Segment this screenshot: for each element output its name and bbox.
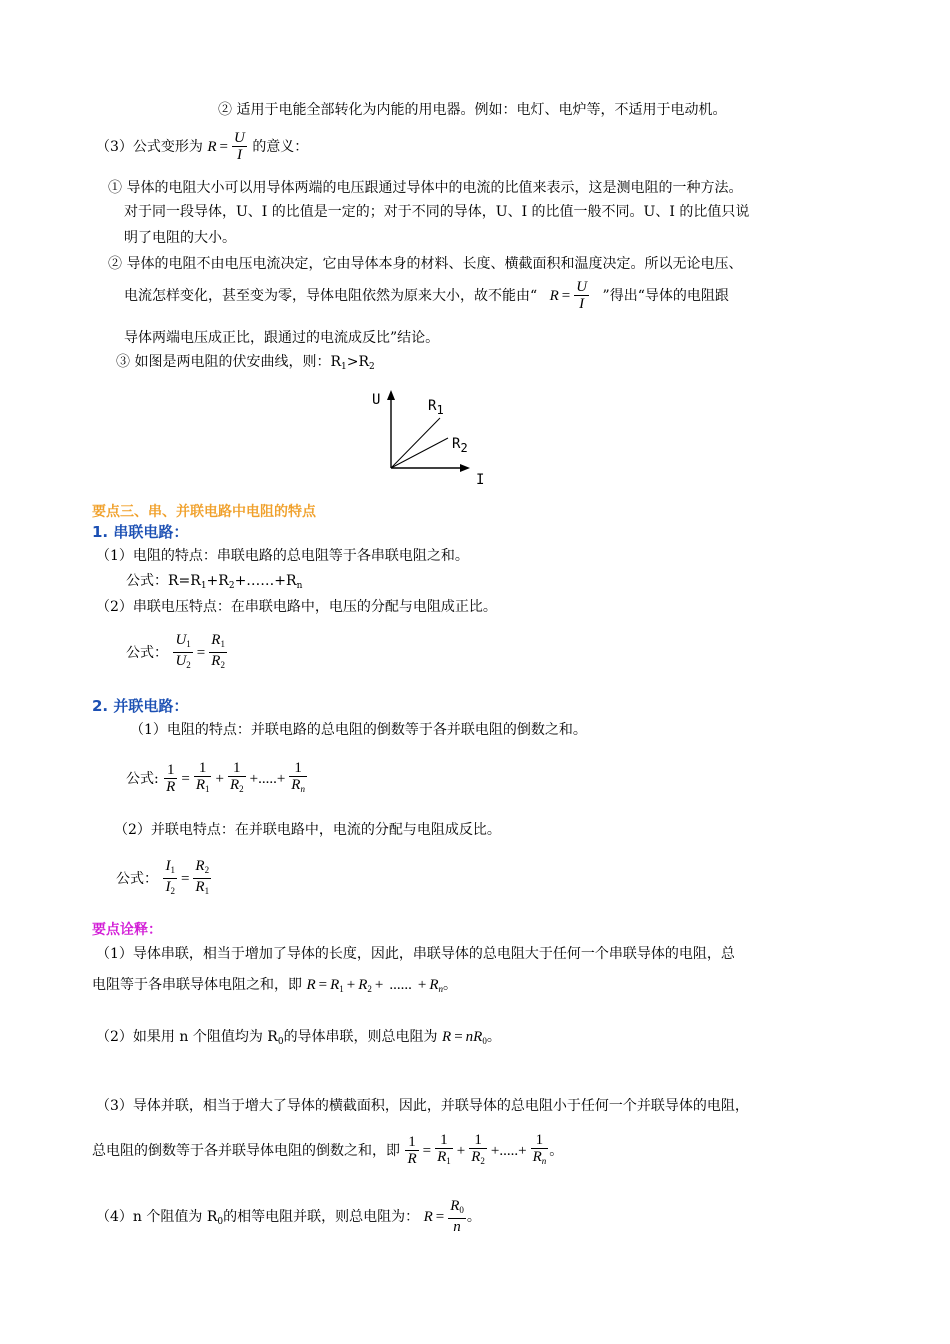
fraction bbox=[469, 1132, 487, 1170]
notes-heading: 要点诠释： bbox=[92, 922, 162, 938]
formula-line bbox=[126, 752, 308, 806]
text-line: （3）导体并联，相当于增大了导体的横截面积，因此，并联导体的总电阻小于任何一个并联导体的电阻， bbox=[96, 1098, 749, 1114]
r1-label-text: R bbox=[428, 398, 437, 414]
math-op: ...... bbox=[389, 977, 412, 993]
math-var: R bbox=[473, 1029, 483, 1045]
math-var: R bbox=[471, 1149, 481, 1165]
fraction-numerator: 1 bbox=[474, 1132, 482, 1148]
text-line bbox=[92, 1124, 563, 1178]
subscript: 2 bbox=[239, 784, 244, 794]
math-var: R bbox=[437, 1149, 447, 1165]
subscript: 1 bbox=[200, 581, 207, 591]
text-span: 。 bbox=[443, 977, 458, 993]
math-var: R bbox=[532, 1149, 542, 1165]
text-span: 电流怎样变化，甚至变为零，导体电阻依然为原来大小，故不能由“ bbox=[124, 288, 538, 304]
text-span: 总电阻的倒数等于各并联导体电阻的倒数之和，即 bbox=[92, 1143, 400, 1159]
math-var: R bbox=[211, 653, 221, 669]
subscript: 1 bbox=[220, 639, 225, 649]
math-var: R bbox=[195, 777, 205, 793]
math-op: = bbox=[181, 771, 190, 787]
subscript: n bbox=[300, 784, 305, 794]
r2-label-text: R bbox=[452, 436, 461, 452]
r1-label bbox=[428, 398, 444, 417]
math-op: +.....+ bbox=[249, 771, 286, 787]
math-var: I bbox=[165, 879, 171, 895]
math-var: I bbox=[165, 858, 171, 874]
text-span: 的导体串联，则总电阻为 bbox=[283, 1029, 438, 1045]
subsection-heading: 1. 串联电路： bbox=[92, 523, 189, 541]
text-line: 明了电阻的大小。 bbox=[124, 230, 236, 246]
math-op: + bbox=[346, 977, 356, 993]
subscript: 0 bbox=[277, 1037, 284, 1047]
subscript: 0 bbox=[217, 1217, 224, 1227]
subscript: 2 bbox=[367, 984, 372, 994]
text-line: ② 适用于电能全部转化为内能的用电器。例如：电灯、电炉等，不适用于电动机。 bbox=[218, 102, 727, 118]
text-line: ② 导体的电阻不由电压电流决定，它由导体本身的材料、长度、横截面积和温度决定。所以无论电压、 bbox=[108, 256, 743, 272]
text-line: 对于同一段导体，U、I 的比值是一定的；对于不同的导体，U、I 的比值一般不同。U、I 的比值只说 bbox=[124, 204, 750, 220]
math-var: U bbox=[175, 632, 187, 648]
math-op: + bbox=[456, 1143, 466, 1159]
math-var: R bbox=[195, 879, 205, 895]
fraction-numerator: 1 bbox=[198, 760, 207, 776]
math-var: R bbox=[429, 977, 439, 993]
subscript: 1 bbox=[446, 1156, 451, 1166]
text-span: +R bbox=[206, 573, 229, 589]
fraction bbox=[163, 858, 177, 900]
section-heading: 要点三、串、并联电路中电阻的特点 bbox=[92, 504, 316, 520]
math-var: n bbox=[465, 1029, 474, 1045]
subscript: 2 bbox=[186, 660, 191, 670]
math-op: = bbox=[196, 645, 206, 661]
text-line bbox=[92, 970, 457, 1004]
math-op: = bbox=[561, 288, 571, 304]
text-span: 电阻等于各串联导体电阻之和，即 bbox=[92, 977, 302, 993]
i-axis-label: I bbox=[476, 472, 485, 488]
math-op: + bbox=[417, 977, 427, 993]
ui-graph bbox=[366, 386, 496, 491]
text-span: 的相等电阻并联，则总电阻为： bbox=[223, 1209, 420, 1225]
text-line: （1）电阻的特点：串联电路的总电阻等于各串联电阻之和。 bbox=[96, 548, 469, 564]
text-span: 公式： bbox=[126, 645, 168, 661]
math-var: R bbox=[211, 632, 221, 648]
math-var: R bbox=[450, 1198, 460, 1214]
text-span: 公式：R=R bbox=[126, 573, 201, 589]
text-span: （4）n 个阻值为 R bbox=[96, 1209, 218, 1225]
subscript: 1 bbox=[170, 865, 175, 875]
text-span: +……+R bbox=[234, 573, 297, 589]
u-axis-label: U bbox=[372, 392, 381, 408]
fraction bbox=[574, 279, 589, 313]
r1-label-sub: 1 bbox=[436, 403, 444, 417]
subscript: 1 bbox=[204, 886, 210, 896]
fraction bbox=[193, 858, 211, 900]
text-span: 公式： bbox=[116, 871, 158, 887]
subscript: 2 bbox=[480, 1156, 485, 1166]
text-span: （2）如果用 n 个阻值均为 R bbox=[96, 1029, 278, 1045]
text-line: 导体两端电压成正比，跟通过的电流成反比”结论。 bbox=[124, 330, 440, 346]
fraction-denominator: I bbox=[574, 295, 589, 313]
math-op: = bbox=[454, 1029, 463, 1045]
subsection-heading: 2. 并联电路： bbox=[92, 697, 189, 715]
subscript: 2 bbox=[228, 581, 235, 591]
subscript: n bbox=[438, 984, 444, 994]
fraction-numerator: 1 bbox=[440, 1132, 448, 1148]
text-span: ③ 如图是两电阻的伏安曲线，则：R bbox=[116, 354, 341, 370]
math-var: R bbox=[229, 777, 240, 793]
math-op: + bbox=[215, 771, 224, 787]
text-span: 的意义： bbox=[252, 139, 309, 155]
subscript: n bbox=[296, 581, 303, 591]
text-line bbox=[96, 1022, 501, 1057]
text-line bbox=[124, 278, 729, 314]
r1-line bbox=[391, 418, 440, 468]
subscript: 0 bbox=[482, 1036, 487, 1046]
subscript: 1 bbox=[339, 984, 344, 994]
i-axis-arrow bbox=[460, 464, 470, 472]
math-var: R bbox=[549, 288, 559, 304]
fraction bbox=[531, 1132, 549, 1170]
text-line: （2）串联电压特点：在串联电路中，电压的分配与电阻成正比。 bbox=[96, 599, 497, 615]
fraction bbox=[232, 130, 247, 164]
text-span: ”得出“导体的电阻跟 bbox=[602, 288, 729, 304]
subscript: 1 bbox=[204, 784, 210, 794]
fraction bbox=[194, 760, 212, 798]
math-var: R bbox=[442, 1029, 452, 1045]
text-line: （1）电阻的特点：并联电路的总电阻的倒数等于各并联电阻的倒数之和。 bbox=[130, 722, 587, 738]
fraction bbox=[173, 632, 192, 674]
subscript: n bbox=[541, 1156, 547, 1166]
fraction bbox=[448, 1198, 466, 1236]
subscript: 1 bbox=[341, 362, 347, 372]
math-var: R bbox=[358, 977, 368, 993]
math-var: R bbox=[291, 777, 301, 793]
r2-label bbox=[452, 436, 468, 455]
text-line bbox=[96, 130, 308, 164]
math-var: R bbox=[195, 858, 205, 874]
math-op: + bbox=[374, 977, 384, 993]
text-span: >R bbox=[346, 354, 370, 370]
fraction-denominator: n bbox=[448, 1218, 466, 1236]
math-op: +.....+ bbox=[490, 1143, 527, 1159]
math-var: U bbox=[175, 653, 187, 669]
text-line: ① 导体的电阻大小可以用导体两端的电压跟通过导体中的电流的比值来表示，这是测电阻的一种方法。 bbox=[108, 180, 743, 196]
math-op: = bbox=[180, 871, 190, 887]
math-op: = bbox=[435, 1209, 445, 1225]
text-span: 。 bbox=[549, 1143, 564, 1159]
math-op: = bbox=[219, 139, 229, 155]
fraction-numerator: 1 bbox=[408, 1134, 416, 1150]
fraction-numerator: 1 bbox=[233, 760, 241, 776]
math-op: = bbox=[318, 977, 328, 993]
text-span: （3）公式变形为 bbox=[96, 139, 203, 155]
fraction-numerator: 1 bbox=[535, 1132, 544, 1148]
text-span: 。 bbox=[466, 1209, 481, 1225]
math-op: = bbox=[422, 1143, 432, 1159]
fraction bbox=[228, 760, 246, 798]
math-var: R bbox=[207, 139, 217, 155]
fraction bbox=[164, 762, 177, 796]
subscript: 2 bbox=[220, 660, 225, 670]
subscript: 0 bbox=[459, 1205, 464, 1215]
fraction bbox=[435, 1132, 453, 1170]
fraction bbox=[209, 632, 227, 674]
text-line: （2）并联电特点：在并联电路中，电流的分配与电阻成反比。 bbox=[114, 822, 501, 838]
fraction-denominator: R bbox=[166, 779, 176, 795]
text-span: 。 bbox=[486, 1029, 501, 1045]
subscript: 1 bbox=[186, 639, 191, 649]
formula-line bbox=[116, 852, 212, 906]
fraction-numerator: 1 bbox=[294, 760, 302, 776]
fraction bbox=[405, 1134, 418, 1168]
text-line: （1）导体串联，相当于增加了导体的长度，因此，串联导体的总电阻大于任何一个串联导体的电阻，总 bbox=[96, 946, 735, 962]
fraction-numerator: U bbox=[576, 279, 588, 295]
subscript: 2 bbox=[204, 865, 210, 875]
text-line bbox=[116, 352, 375, 377]
formula-line bbox=[126, 628, 228, 678]
text-span: 公式: bbox=[126, 771, 159, 787]
fraction-denominator: R bbox=[407, 1151, 417, 1167]
u-axis-arrow bbox=[387, 390, 395, 400]
fraction-numerator: 1 bbox=[167, 762, 175, 778]
math-var: R bbox=[330, 977, 340, 993]
r2-label-sub: 2 bbox=[460, 441, 468, 455]
fraction bbox=[289, 760, 307, 798]
subscript: 2 bbox=[170, 886, 175, 896]
math-var: R bbox=[306, 977, 316, 993]
formula-line bbox=[126, 571, 302, 596]
r2-line bbox=[391, 438, 448, 468]
fraction-denominator: I bbox=[232, 146, 247, 164]
subscript: 2 bbox=[369, 362, 375, 372]
math-var: R bbox=[423, 1209, 433, 1225]
text-line bbox=[96, 1192, 481, 1247]
fraction-numerator: U bbox=[234, 130, 245, 146]
